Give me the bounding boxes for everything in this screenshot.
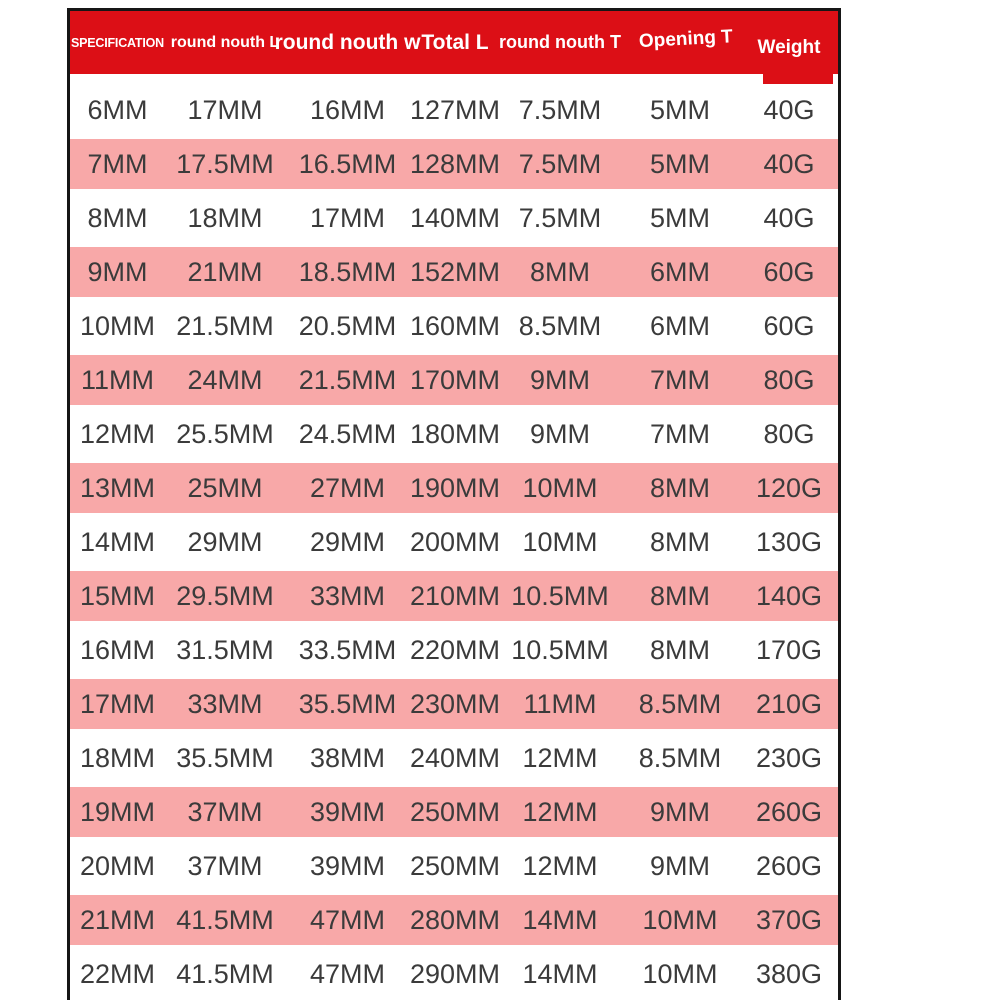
- table-cell: 7MM: [87, 148, 148, 179]
- table-row: [70, 839, 838, 893]
- table-row: [70, 785, 838, 839]
- column-header-specification: SPECIFICATION: [70, 35, 164, 50]
- column-header-opening-t: Opening T: [638, 25, 734, 52]
- table-cell: 10MM: [79, 310, 155, 341]
- table-cell: 15MM: [79, 580, 155, 611]
- table-row: [70, 407, 838, 461]
- table-cell: 24MM: [187, 364, 263, 395]
- table-cell: 8.5MM: [638, 688, 722, 719]
- table-cell: 190MM: [409, 472, 501, 503]
- table-cell: 9MM: [650, 850, 710, 881]
- table-cell: 128MM: [409, 148, 501, 179]
- table-cell: 14MM: [79, 526, 155, 557]
- table-cell: 240MM: [409, 742, 501, 773]
- table-cell: 12MM: [79, 418, 155, 449]
- table-cell: 27MM: [309, 472, 385, 503]
- table-cell: 39MM: [309, 850, 385, 881]
- table-cell: 19MM: [79, 796, 155, 827]
- column-header-round-nouth-w: round nouth w: [274, 30, 421, 54]
- column-header-weight: Weight: [757, 36, 821, 58]
- table-cell: 12MM: [522, 796, 598, 827]
- table-cell: 25.5MM: [176, 418, 274, 449]
- column-header-total-l: Total L: [421, 30, 489, 54]
- table-cell: 5MM: [650, 148, 710, 179]
- table-cell: 10.5MM: [511, 580, 609, 611]
- table-cell: 18MM: [187, 202, 263, 233]
- table-cell: 6MM: [87, 94, 148, 125]
- table-cell: 7MM: [650, 364, 710, 395]
- table-row: [70, 137, 838, 191]
- table-cell: 33MM: [309, 580, 385, 611]
- table-cell: 47MM: [309, 958, 385, 989]
- table-cell: 140MM: [409, 202, 501, 233]
- table-body: [70, 83, 838, 1001]
- table-cell: 280MM: [409, 904, 501, 935]
- table-cell: 16MM: [79, 634, 155, 665]
- table-cell: 170G: [755, 634, 823, 665]
- table-cell: 140G: [755, 580, 823, 611]
- table-cell: 8.5MM: [638, 742, 722, 773]
- table-cell: 29MM: [309, 526, 385, 557]
- table-cell: 20.5MM: [298, 310, 397, 341]
- table-cell: 18.5MM: [298, 256, 397, 287]
- table-cell: 8MM: [650, 634, 710, 665]
- table-cell: 260G: [755, 850, 823, 881]
- table-cell: 380G: [755, 958, 823, 989]
- table-row: [70, 299, 838, 353]
- table-cell: 31.5MM: [176, 634, 274, 665]
- table-cell: 80G: [763, 418, 815, 449]
- table-cell: 60G: [763, 310, 815, 341]
- table-header-row: [70, 11, 838, 74]
- table-cell: 29MM: [187, 526, 263, 557]
- table-cell: 40G: [763, 94, 815, 125]
- table-cell: 130G: [755, 526, 823, 557]
- table-cell: 6MM: [650, 256, 710, 287]
- table-cell: 60G: [763, 256, 815, 287]
- table-cell: 21.5MM: [298, 364, 397, 395]
- table-cell: 35.5MM: [298, 688, 397, 719]
- table-cell: 33MM: [187, 688, 263, 719]
- table-cell: 9MM: [530, 364, 590, 395]
- table-row: [70, 191, 838, 245]
- table-cell: 37MM: [187, 796, 263, 827]
- table-cell: 8MM: [650, 526, 710, 557]
- table-cell: 41.5MM: [176, 904, 274, 935]
- table-cell: 21.5MM: [176, 310, 274, 341]
- table-cell: 80G: [763, 364, 815, 395]
- table-cell: 10MM: [522, 526, 598, 557]
- table-cell: 7.5MM: [518, 202, 602, 233]
- table-cell: 8.5MM: [518, 310, 602, 341]
- table-cell: 25MM: [187, 472, 263, 503]
- table-cell: 220MM: [409, 634, 501, 665]
- table-cell: 9MM: [87, 256, 148, 287]
- table-cell: 14MM: [522, 958, 598, 989]
- table-cell: 24.5MM: [298, 418, 397, 449]
- table-row: [70, 83, 838, 137]
- table-row: [70, 569, 838, 623]
- table-cell: 9MM: [650, 796, 710, 827]
- table-cell: 41.5MM: [176, 958, 274, 989]
- table-row: [70, 245, 838, 299]
- table-cell: 47MM: [309, 904, 385, 935]
- table-cell: 180MM: [409, 418, 501, 449]
- table-cell: 160MM: [409, 310, 501, 341]
- table-cell: 5MM: [650, 94, 710, 125]
- table-cell: 5MM: [650, 202, 710, 233]
- table-cell: 14MM: [522, 904, 598, 935]
- table-cell: 8MM: [87, 202, 148, 233]
- table-cell: 40G: [763, 148, 815, 179]
- table-cell: 8MM: [650, 472, 710, 503]
- table-cell: 250MM: [409, 850, 501, 881]
- table-cell: 29.5MM: [176, 580, 274, 611]
- table-cell: 18MM: [79, 742, 155, 773]
- table-cell: 33.5MM: [298, 634, 397, 665]
- table-cell: 21MM: [79, 904, 155, 935]
- table-row: [70, 731, 838, 785]
- table-cell: 17MM: [79, 688, 155, 719]
- table-cell: 7.5MM: [518, 148, 602, 179]
- table-row: [70, 461, 838, 515]
- table-cell: 11MM: [80, 364, 154, 395]
- table-cell: 39MM: [309, 796, 385, 827]
- table-cell: 152MM: [409, 256, 501, 287]
- table-cell: 21MM: [187, 256, 263, 287]
- table-row: [70, 893, 838, 947]
- table-cell: 8MM: [650, 580, 710, 611]
- table-cell: 20MM: [79, 850, 155, 881]
- table-cell: 7MM: [650, 418, 710, 449]
- table-cell: 10MM: [642, 904, 718, 935]
- table-cell: 9MM: [530, 418, 590, 449]
- table-right-border: [838, 8, 841, 1000]
- table-cell: 200MM: [409, 526, 501, 557]
- table-cell: 260G: [755, 796, 823, 827]
- table-cell: 290MM: [409, 958, 501, 989]
- table-cell: 127MM: [409, 94, 501, 125]
- column-header-round-nouth-t: round nouth T: [499, 32, 621, 52]
- table-row: [70, 623, 838, 677]
- table-cell: 210MM: [409, 580, 501, 611]
- table-cell: 6MM: [650, 310, 710, 341]
- table-cell: 10.5MM: [511, 634, 609, 665]
- table-cell: 22MM: [79, 958, 155, 989]
- table-cell: 170MM: [409, 364, 501, 395]
- table-cell: 17MM: [187, 94, 263, 125]
- table-cell: 230G: [755, 742, 823, 773]
- table-cell: 230MM: [409, 688, 501, 719]
- table-cell: 12MM: [522, 742, 598, 773]
- table-cell: 38MM: [309, 742, 385, 773]
- table-cell: 210G: [755, 688, 823, 719]
- table-cell: 17MM: [309, 202, 385, 233]
- table-cell: 17.5MM: [176, 148, 274, 179]
- table-row: [70, 353, 838, 407]
- table-cell: 11MM: [523, 688, 597, 719]
- table-cell: 16MM: [309, 94, 385, 125]
- table-cell: 7.5MM: [518, 94, 602, 125]
- table-cell: 35.5MM: [176, 742, 274, 773]
- column-header-round-nouth-l: round nouth L: [170, 33, 280, 51]
- table-cell: 120G: [755, 472, 823, 503]
- table-cell: 16.5MM: [298, 148, 397, 179]
- table-cell: 250MM: [409, 796, 501, 827]
- table-cell: 10MM: [642, 958, 718, 989]
- table-cell: 8MM: [530, 256, 590, 287]
- table-cell: 40G: [763, 202, 815, 233]
- table-cell: 37MM: [187, 850, 263, 881]
- table-cell: 13MM: [79, 472, 155, 503]
- table-cell: 10MM: [522, 472, 598, 503]
- table-row: [70, 947, 838, 1001]
- table-cell: 370G: [755, 904, 823, 935]
- table-row: [70, 515, 838, 569]
- table-cell: 12MM: [522, 850, 598, 881]
- table-row: [70, 677, 838, 731]
